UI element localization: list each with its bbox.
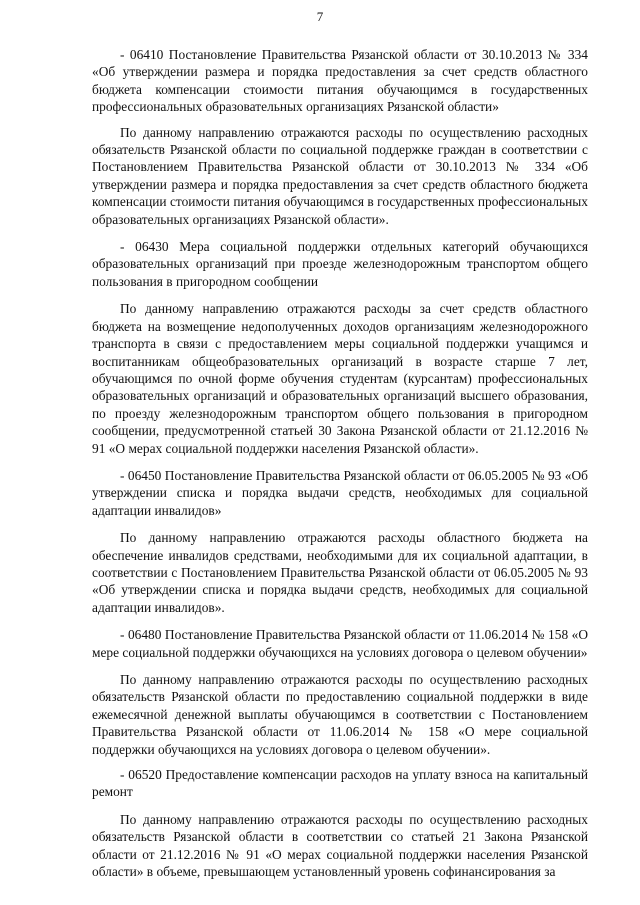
- code-06410-heading: - 06410 Постановление Правительства Рязанской области от 30.10.2013 № 334 «Об утверждении размера и порядка предоставления за счет средств областного бюджета компенсации стоимости питания обучающимся в государственных профессиональных образовательных организациях Рязанской области»: [92, 47, 588, 115]
- code-06450-description: По данному направлению отражаются расходы областного бюджета на обеспечение инвалидов средствами, необходимыми для их социальной адаптации, в соответствии с Постановлением Правительства Рязанской области от 06.05.2005 № 93 «Об утверждении списка и порядка выдачи средств, необходимых для социальной адаптации инвалидов».: [92, 530, 588, 615]
- document-body: [92, 46, 588, 880]
- code-06450-heading: - 06450 Постановление Правительства Рязанской области от 06.05.2005 № 93 «Об утверждении списка и порядка выдачи средств, необходимых для социальной адаптации инвалидов»: [92, 467, 588, 518]
- code-06480-heading: - 06480 Постановление Правительства Рязанской области от 11.06.2014 № 158 «О мере социальной поддержки обучающихся на условиях договора о целевом обучении»: [92, 627, 588, 660]
- code-06430-heading: - 06430 Мера социальной поддержки отдельных категорий обучающихся образовательных организаций при проезде железнодорожным транспортом общего пользования в пригородном сообщении: [92, 239, 588, 289]
- code-06520-heading: - 06520 Предоставление компенсации расходов на уплату взноса на капитальный ремонт: [92, 767, 588, 800]
- code-06480-description: По данному направлению отражаются расходы по осуществлению расходных обязательств Рязанской области по предоставлению социальной поддержки в виде ежемесячной денежной выплаты обучающимся в соответствии с Постановлением Правительства Рязанской области от 11.06.2014 № 158 «О мере социальной поддержки обучающихся на условиях договора о целевом обучении».: [92, 672, 588, 757]
- code-06410-description: По данному направлению отражаются расходы по осуществлению расходных обязательств Рязанской области по социальной поддержке граждан в соответствии с Постановлением Правительства Рязанской области от 30.10.2013 № 334 «Об утверждении размера и порядка предоставления за счет средств областного бюджета компенсации стоимости питания обучающимся в государственных профессиональных образовательных организациях Рязанской области».: [92, 124, 588, 227]
- page-number: 7: [316, 9, 324, 24]
- code-06520-description: По данному направлению отражаются расходы по осуществлению расходных обязательств Рязанской области в соответствии со статьей 21 Закона Рязанской области от 21.12.2016 № 91 «О мерах социальной поддержки населения Рязанской области» в объеме, превышающем установленный уровень софинансирования за: [92, 811, 588, 880]
- code-06430-description: По данному направлению отражаются расходы за счет средств областного бюджета на возмещение недополученных доходов организациям железнодорожного транспорта в связи с предоставлением меры социальной поддержки учащимся и воспитанникам общеобразовательных организаций в возрасте старше 7 лет, обучающимся по очной форме обучения студентам (курсантам) профессиональных образовательных организаций и образовательных организаций высшего образования, по проезду железнодорожным транспортом общего пользования в пригородном сообщении, предусмотренной статьей 30 Закона Рязанской области от 21.12.2016 № 91 «О мерах социальной поддержки населения Рязанской области».: [92, 301, 588, 456]
